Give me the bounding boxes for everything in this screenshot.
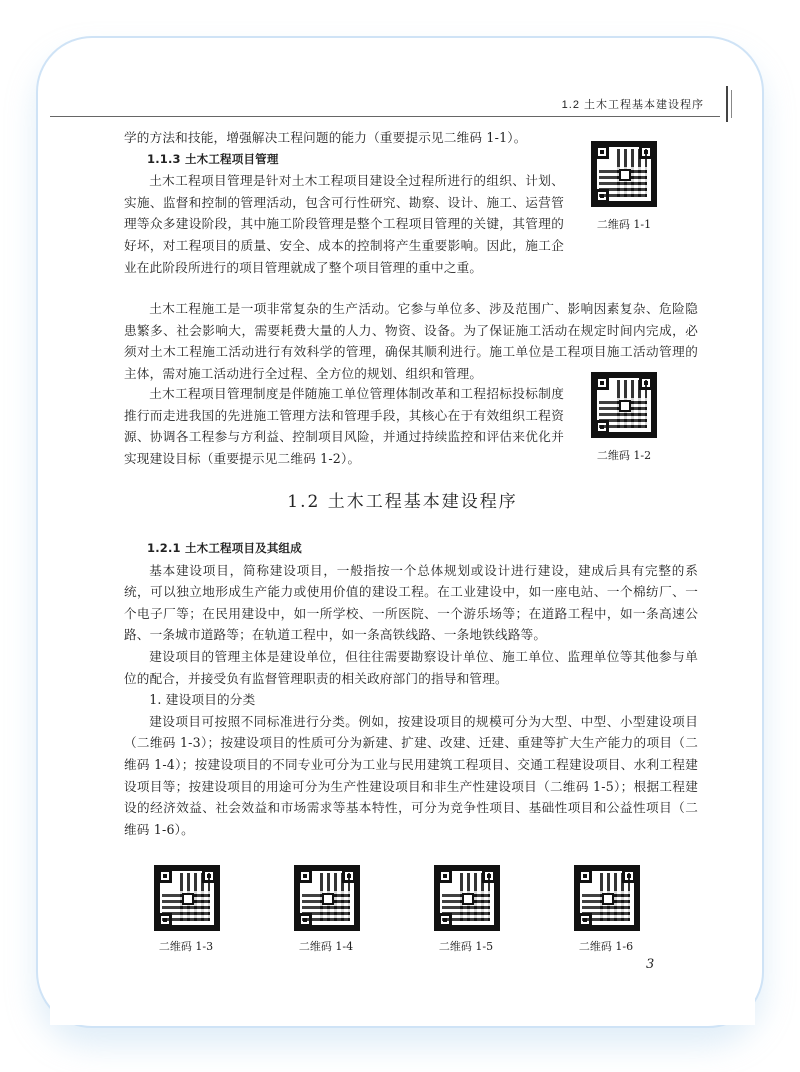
top-text-block <box>124 127 564 278</box>
qr-code-1-1[interactable] <box>591 141 657 207</box>
section-title: 1.2 土木工程基本建设程序 <box>287 492 518 512</box>
qr-caption: 二维码 1-3 <box>158 940 214 953</box>
running-head-text: 1.2 土木工程基本建设程序 <box>561 99 704 111</box>
qr-code-1-3[interactable] <box>154 865 220 931</box>
qr-caption: 二维码 1-6 <box>578 940 634 953</box>
section-heading: 1.1.3 土木工程项目管理 <box>147 151 279 166</box>
header-rule <box>726 86 728 122</box>
lower-text-block <box>124 383 564 469</box>
qr-caption: 二维码 1-5 <box>438 940 494 953</box>
section-text-block <box>124 538 698 840</box>
qr-code-1-2[interactable] <box>591 372 657 438</box>
paragraph: 土木工程项目管理制度是伴随施工单位管理体制改革和工程招标投标制度推行而走进我国的先进施工管理方法和管理手段，其核心在于有效组织工程资源、协调各工程参与方利益、控制项目风险，并通过持续监控和评估来优化并实现建设目标（重要提示见二维码 1-2）。 <box>124 386 564 466</box>
qr-code-1-5[interactable] <box>434 865 500 931</box>
subsection-heading: 1. 建设项目的分类 <box>149 692 256 708</box>
section-heading: 1.2.1 土木工程项目及其组成 <box>147 541 302 555</box>
paragraph: 土木工程施工是一项非常复杂的生产活动。它参与单位多、涉及范围广、影响因素复杂、危险隐患繁多、社会影响大，需要耗费大量的人力、物资、设备。为了保证施工活动在规定时间内完成，必须对土木工程施工活动进行有效科学的管理，确保其顺利进行。施工单位是工程项目施工活动管理的主体，需对施工活动进行全过程、全方位的规划、组织和管理。 <box>124 301 698 381</box>
qr-code-1-6[interactable] <box>574 865 640 931</box>
paragraph: 土木工程项目管理是针对土木工程项目建设全过程所进行的组织、计划、实施、监督和控制的管理活动，包含可行性研究、勘察、设计、施工、运营管理等众多建设阶段，其中施工阶段管理是整个工程项目管理的关键，其管理的好坏，对工程项目的质量、安全、成本的控制将产生重要影响。因此，施工企业在此阶段所进行的项目管理就成了整个项目管理的重中之重。 <box>124 173 564 275</box>
paragraph: 建设项目可按照不同标准进行分类。例如，按建设项目的规模可分为大型、中型、小型建设项目（二维码 1-3）；按建设项目的性质可分为新建、扩建、改建、迁建、重建等扩大生产能力的项目（二维码 1-4）；按建设项目的不同专业可分为工业与民用建筑工程项目、交通工程建设项目、水利工程建设项目等；按建设项目的用途可分为生产性建设项目和非生产性建设项目（二维码 1-5）；根据工程建设的经济效益、社会效益和市场需求等基本特性，可分为竞争性项目、基础性项目和公益性项目（二维码 1-6）。 <box>124 713 698 837</box>
qr-code-1-4[interactable] <box>294 865 360 931</box>
qr-caption: 二维码 1-4 <box>298 940 354 953</box>
qr-caption: 二维码 1-1 <box>596 218 652 231</box>
paragraph: 建设项目的管理主体是建设单位，但往往需要勘察设计单位、施工单位、监理单位等其他参与单位的配合，并接受负有监督管理职责的相关政府部门的指导和管理。 <box>124 648 698 686</box>
paragraph: 基本建设项目，简称建设项目，一般指按一个总体规划或设计进行建设，建成后具有完整的系统，可以独立地形成生产能力或使用价值的建设工程。在工业建设中，如一座电站、一个棉纺厂、一个电子厂等；在民用建设中，如一所学校、一所医院、一个游乐场等；在道路工程中，如一条高速公路、一条城市道路等；在轨道工程中，如一条高铁线路、一条地铁线路等。 <box>124 562 698 643</box>
book-page <box>50 80 755 1025</box>
running-head <box>50 96 720 117</box>
qr-caption: 二维码 1-2 <box>596 449 652 462</box>
header-rule-thin <box>731 90 732 118</box>
paragraph: 学的方法和技能，增强解决工程问题的能力（重要提示见二维码 1-1）。 <box>124 130 527 145</box>
page-number: 3 <box>646 957 655 972</box>
